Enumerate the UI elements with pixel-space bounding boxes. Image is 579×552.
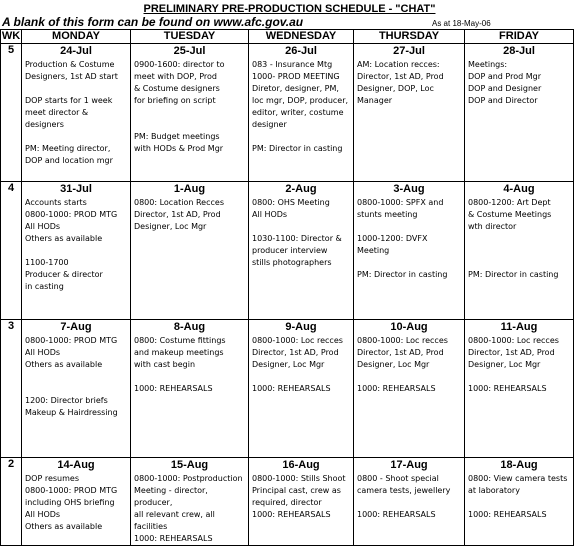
day-date: 26-Jul	[285, 45, 317, 57]
header-wednesday: WEDNESDAY	[249, 30, 354, 44]
day-cell	[22, 182, 131, 320]
day-cell	[465, 458, 574, 546]
week-number: 3	[1, 320, 22, 458]
header-thursday: THURSDAY	[354, 30, 465, 44]
week-row	[1, 320, 574, 458]
header-friday: FRIDAY	[465, 30, 574, 44]
day-cell	[249, 320, 354, 458]
day-date: 4-Aug	[503, 183, 535, 195]
day-notes: 0800-1000: Postproduction Meeting - director, producer, all relevant crew, all facilities 1000: REHEARSALS	[134, 474, 243, 543]
day-notes: Production & Costume Designers, 1st AD start DOP starts for 1 week meet director & designers PM: Meeting director, DOP and location mgr	[25, 60, 118, 165]
day-notes: 0800-1000: Loc recces Director, 1st AD, Prod Designer, Loc Mgr 1000: REHEARSALS	[357, 336, 448, 393]
day-cell	[22, 320, 131, 458]
day-cell	[465, 320, 574, 458]
day-date: 24-Jul	[60, 45, 92, 57]
header-tuesday: TUESDAY	[131, 30, 249, 44]
day-notes: DOP resumes 0800-1000: PROD MTG including OHS briefing All HODs Others as available	[25, 474, 118, 531]
day-date: 7-Aug	[60, 321, 92, 333]
day-notes: Accounts starts 0800-1000: PROD MTG All HODs Others as available 1100-1700 Producer & director in casting	[25, 198, 118, 291]
day-cell	[354, 320, 465, 458]
day-notes: 0800-1000: Loc recces Director, 1st AD, Prod Designer, Loc Mgr 1000: REHEARSALS	[468, 336, 559, 393]
day-notes: Meetings: DOP and Prod Mgr DOP and Designer DOP and Director	[468, 60, 542, 105]
day-notes: 0800: View camera tests at laboratory 1000: REHEARSALS	[468, 474, 568, 519]
day-date: 14-Aug	[57, 459, 95, 471]
header-row	[1, 30, 574, 44]
day-date: 15-Aug	[170, 459, 209, 471]
schedule-table	[0, 29, 574, 546]
day-notes: 0800-1200: Art Dept & Costume Meetings wth director PM: Director in casting	[468, 198, 559, 279]
day-notes: 0900-1600: director to meet with DOP, Prod & Costume designers for briefing on script PM: Budget meetings with HODs & Prod Mgr	[134, 60, 225, 153]
day-cell	[354, 182, 465, 320]
day-date: 25-Jul	[173, 45, 206, 57]
week-row	[1, 182, 574, 320]
day-cell	[354, 44, 465, 182]
day-cell	[354, 458, 465, 546]
day-date: 3-Aug	[393, 183, 425, 195]
day-cell	[131, 182, 249, 320]
day-date: 1-Aug	[173, 183, 206, 195]
day-notes: 0800-1000: SPFX and stunts meeting 1000-1200: DVFX Meeting PM: Director in casting	[357, 198, 448, 279]
day-date: 2-Aug	[285, 183, 317, 195]
as-at-date: As at 18-May-06	[432, 19, 491, 28]
day-cell	[131, 320, 249, 458]
day-notes: 0800-1000: Loc recces Director, 1st AD, Prod Designer, Loc Mgr 1000: REHEARSALS	[252, 336, 343, 393]
day-notes: AM: Location recces: Director, 1st AD, Prod Designer, DOP, Loc Manager	[357, 60, 444, 105]
day-date: 31-Jul	[60, 183, 92, 195]
day-notes: 0800 - Shoot special camera tests, jewellery 1000: REHEARSALS	[357, 474, 451, 519]
day-cell	[22, 44, 131, 182]
day-date: 17-Aug	[390, 459, 428, 471]
week-number: 2	[1, 458, 22, 546]
day-cell	[249, 458, 354, 546]
day-cell	[22, 458, 131, 546]
header-wk: WK	[1, 30, 21, 42]
header-monday: MONDAY	[22, 30, 131, 44]
day-date: 11-Aug	[500, 321, 538, 333]
week-number: 5	[1, 44, 22, 182]
day-notes: 0800-1000: PROD MTG All HODs Others as available 1200: Director briefs Makeup & Hairdressing	[25, 336, 118, 417]
schedule-title: PRELIMINARY PRE-PRODUCTION SCHEDULE - "CHAT"	[143, 3, 436, 15]
week-row	[1, 44, 574, 182]
day-date: 16-Aug	[282, 459, 320, 471]
day-cell	[249, 44, 354, 182]
day-cell	[249, 182, 354, 320]
day-date: 18-Aug	[500, 459, 538, 471]
week-number: 4	[1, 182, 22, 320]
day-notes: 0800: Location Recces Director, 1st AD, Prod Designer, Loc Mgr	[134, 198, 224, 231]
day-notes: 083 - Insurance Mtg 1000- PROD MEETING Diretor, designer, PM, loc mgr, DOP, producer, editor, writer, costume designer PM: Director in casting	[252, 60, 349, 153]
day-date: 28-Jul	[503, 45, 535, 57]
day-notes: 0800-1000: Stills Shoot Principal cast, crew as required, director 1000: REHEARSALS	[252, 474, 346, 519]
day-date: 9-Aug	[285, 321, 317, 333]
day-notes: 0800: Costume fittings and makeup meetings with cast begin 1000: REHEARSALS	[134, 336, 226, 393]
form-note: A blank of this form can be found on www.afc.gov.au	[2, 15, 304, 29]
day-cell	[465, 182, 574, 320]
day-date: 27-Jul	[393, 45, 425, 57]
day-cell	[131, 44, 249, 182]
day-date: 8-Aug	[173, 321, 206, 333]
day-cell	[131, 458, 249, 546]
day-date: 10-Aug	[390, 321, 428, 333]
day-cell	[465, 44, 574, 182]
day-notes: 0800: OHS Meeting All HODs 1030-1100: Director & producer interview stills photographers	[252, 198, 342, 267]
week-row	[1, 458, 574, 546]
